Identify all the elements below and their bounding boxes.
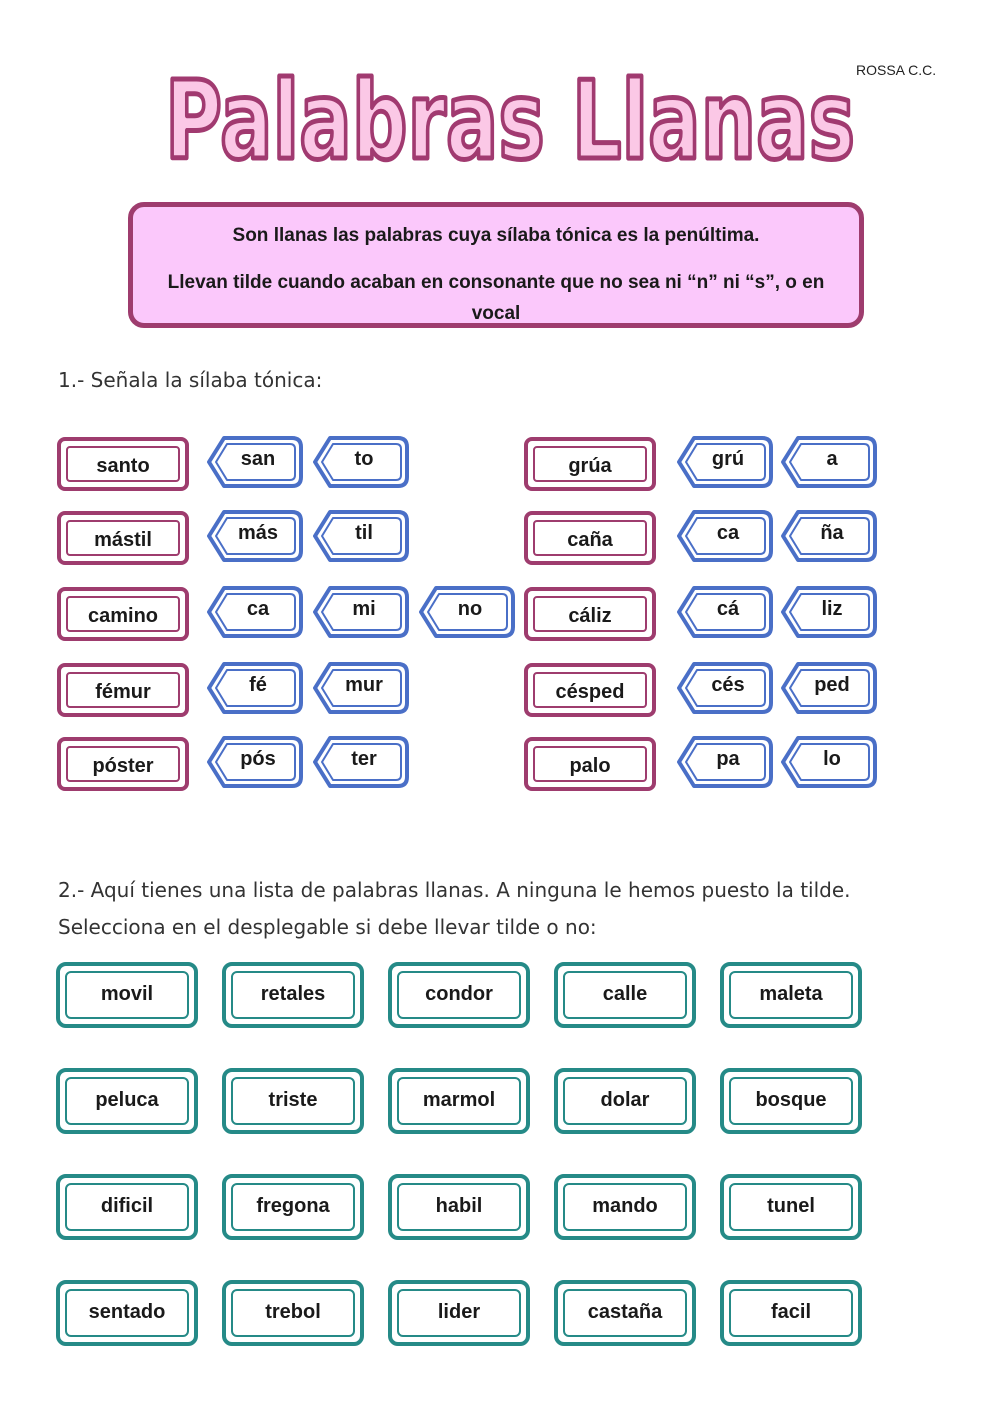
accent-select-word[interactable] <box>720 1280 862 1346</box>
syllable-option[interactable] <box>206 509 304 563</box>
accent-select-word[interactable] <box>222 962 364 1028</box>
rule-box <box>128 202 864 328</box>
syllable-label: to <box>354 448 374 470</box>
word-card <box>524 511 656 565</box>
accent-select-word[interactable] <box>388 962 530 1028</box>
syllable-label: ter <box>351 748 377 770</box>
syllable-label: más <box>237 522 279 544</box>
page-title-text: Palabras Llanas <box>165 59 855 184</box>
syllable-label: til <box>355 522 373 544</box>
syllable-label: fé <box>249 674 267 696</box>
accent-select-word-label: dolar <box>600 1089 650 1111</box>
accent-select-word[interactable] <box>554 1068 696 1134</box>
word-card-label: grúa <box>568 455 612 477</box>
accent-select-word-label: tunel <box>767 1195 815 1217</box>
accent-select-word-label: triste <box>268 1089 318 1111</box>
syllable-option[interactable] <box>676 735 774 789</box>
accent-select-word[interactable] <box>388 1280 530 1346</box>
rule-line-1: Son llanas las palabras cuya sílaba tónica es la penúltima. <box>232 225 760 246</box>
accent-select-word-label: peluca <box>95 1089 159 1111</box>
word-card <box>57 511 189 565</box>
accent-select-word[interactable] <box>56 1068 198 1134</box>
word-card-label: caña <box>567 529 613 551</box>
accent-select-word[interactable] <box>56 1174 198 1240</box>
accent-select-word-label: castaña <box>587 1301 663 1323</box>
syllable-option[interactable] <box>780 435 878 489</box>
word-card <box>524 437 656 491</box>
accent-select-word[interactable] <box>720 962 862 1028</box>
word-card-label: póster <box>92 755 154 777</box>
word-card <box>57 663 189 717</box>
syllable-option[interactable] <box>418 585 516 639</box>
accent-select-word-label: bosque <box>755 1089 827 1111</box>
accent-select-word[interactable] <box>554 962 696 1028</box>
word-card-label: césped <box>555 681 625 703</box>
exercise2-instruction: 2.- Aquí tienes una lista de palabras llanas. A ninguna le hemos puesto la tilde. Selecciona en el desplegable si debe llevar tilde o no: <box>58 878 851 939</box>
word-card-label: mástil <box>94 529 152 551</box>
accent-select-word[interactable] <box>720 1174 862 1240</box>
syllable-label: no <box>457 598 483 620</box>
word-card <box>57 437 189 491</box>
syllable-option[interactable] <box>780 509 878 563</box>
syllable-option[interactable] <box>676 585 774 639</box>
syllable-label: liz <box>821 598 843 620</box>
syllable-option[interactable] <box>206 585 304 639</box>
rule-line-2: Llevan tilde cuando acaban en consonante que no sea ni “n” ni “s”, o en vocal <box>167 272 825 324</box>
word-card-label: fémur <box>95 681 151 703</box>
syllable-label: cá <box>716 598 740 620</box>
word-card-label: cáliz <box>568 605 612 627</box>
word-card-label: palo <box>569 755 611 777</box>
syllable-label: ped <box>814 674 850 696</box>
accent-select-word[interactable] <box>554 1174 696 1240</box>
syllable-option[interactable] <box>312 509 410 563</box>
syllable-option[interactable] <box>312 435 410 489</box>
accent-select-word-label: habil <box>435 1195 483 1217</box>
accent-select-word-label: fregona <box>256 1195 330 1217</box>
syllable-option[interactable] <box>206 661 304 715</box>
accent-select-word[interactable] <box>222 1174 364 1240</box>
syllable-label: ña <box>820 522 844 544</box>
accent-select-word-label: trebol <box>265 1301 321 1323</box>
exercise1-instruction: 1.- Señala la sílaba tónica: <box>58 368 323 392</box>
syllable-label: grú <box>711 448 745 470</box>
accent-select-word-label: lider <box>437 1301 481 1323</box>
page-title <box>150 40 870 200</box>
syllable-label: a <box>826 448 838 470</box>
syllable-label: ca <box>246 598 270 620</box>
syllable-option[interactable] <box>676 509 774 563</box>
syllable-option[interactable] <box>780 585 878 639</box>
accent-select-word[interactable] <box>222 1280 364 1346</box>
accent-select-word-label: condor <box>425 983 493 1005</box>
syllable-option[interactable] <box>312 585 410 639</box>
syllable-label: lo <box>823 748 841 770</box>
syllable-option[interactable] <box>206 435 304 489</box>
word-card-label: santo <box>96 455 150 477</box>
accent-select-word[interactable] <box>56 962 198 1028</box>
accent-select-word-label: facil <box>770 1301 812 1323</box>
syllable-option[interactable] <box>676 435 774 489</box>
syllable-option[interactable] <box>676 661 774 715</box>
syllable-option[interactable] <box>312 661 410 715</box>
word-card <box>524 737 656 791</box>
accent-select-word[interactable] <box>56 1280 198 1346</box>
syllable-option[interactable] <box>206 735 304 789</box>
accent-select-word-label: movil <box>100 983 154 1005</box>
syllable-label: pa <box>716 748 740 770</box>
accent-select-word-label: calle <box>602 983 648 1005</box>
accent-select-word[interactable] <box>388 1174 530 1240</box>
accent-select-word[interactable] <box>720 1068 862 1134</box>
syllable-label: ca <box>716 522 740 544</box>
accent-select-word-label: mando <box>592 1195 658 1217</box>
syllable-label: cés <box>711 674 745 696</box>
syllable-label: mur <box>345 674 383 696</box>
word-card <box>57 587 189 641</box>
syllable-label: mi <box>352 598 376 620</box>
syllable-option[interactable] <box>312 735 410 789</box>
accent-select-word-label: retales <box>260 983 326 1005</box>
word-card <box>57 737 189 791</box>
accent-select-word[interactable] <box>554 1280 696 1346</box>
word-card-label: camino <box>87 605 159 627</box>
syllable-label: pós <box>240 748 276 770</box>
word-card <box>524 663 656 717</box>
word-card <box>524 587 656 641</box>
syllable-option[interactable] <box>780 661 878 715</box>
syllable-option[interactable] <box>780 735 878 789</box>
accent-select-word-label: dificil <box>100 1195 154 1217</box>
accent-select-word[interactable] <box>388 1068 530 1134</box>
accent-select-word-label: marmol <box>422 1089 496 1111</box>
accent-select-word-label: sentado <box>88 1301 166 1323</box>
accent-select-word[interactable] <box>222 1068 364 1134</box>
syllable-label: san <box>240 448 276 470</box>
accent-select-word-label: maleta <box>759 983 823 1005</box>
author-credit: ROSSA C.C. <box>856 62 937 78</box>
